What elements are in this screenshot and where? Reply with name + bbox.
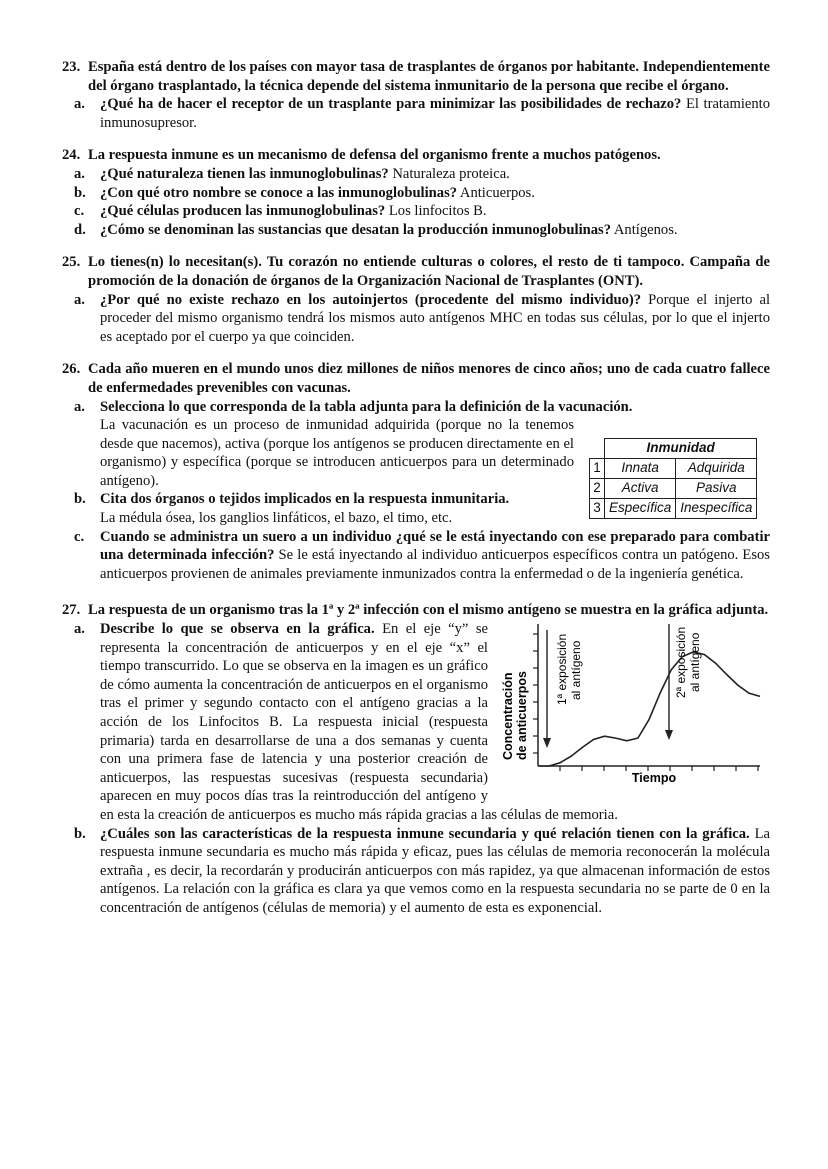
- table-row: [590, 498, 757, 518]
- item-question: Describe lo que se observa en la gráfica.: [100, 621, 375, 638]
- y-axis-label: de anticuerpos: [515, 671, 529, 761]
- question-23: [62, 58, 770, 132]
- item-letter: a.: [74, 96, 85, 113]
- question-27: [62, 601, 770, 917]
- item-answer: Los linfocitos B.: [385, 203, 487, 220]
- sub-item: [62, 825, 770, 918]
- row-number: 3: [590, 498, 605, 518]
- x-axis-label: Tiempo: [631, 771, 677, 786]
- row-number: 1: [590, 458, 605, 478]
- item-question: Cita dos órganos o tejidos implicados en la respuesta inmunitaria.: [100, 491, 510, 508]
- first-exposure-label: al antígeno: [569, 640, 583, 701]
- item-question: ¿Por qué no existe rechazo en los autoinjertos (procedente del mismo individuo)?: [100, 291, 642, 308]
- item-answer: Naturaleza proteica.: [388, 165, 510, 182]
- item-answer: La respuesta inmune secundaria es mucho más rápida y eficaz, pues las células de memoria reconocerán la molécula extraña , es decir, la recordarán y producirán anticuerpos con más rapidez, ya que almacenan información de estos antígenos. La relación con la gráfica es clara ya que vemos como en la respuesta secundaria no se parte de 0 en la concentración de antígenos (células de memoria) y el aumento de esta es exponencial.: [100, 825, 770, 916]
- item-question: Cuando se administra un suero a un individuo ¿qué se le está inyectando con ese preparado para combatir una determinada infección?: [100, 528, 770, 564]
- y-axis-label: Concentración: [501, 672, 515, 761]
- document-page: [62, 58, 770, 928]
- second-exposure-label: al antígeno: [688, 632, 702, 693]
- question-title: La respuesta de un organismo tras la 1ª y 2ª infección con el mismo antígeno se muestra en la gráfica adjunta.: [88, 602, 769, 619]
- item-answer: El tratamiento inmunosupresor.: [100, 96, 770, 131]
- item-question: ¿Qué naturaleza tienen las inmunoglobulinas?: [100, 165, 389, 182]
- question-number: 27.: [62, 602, 81, 619]
- vaccination-block: [62, 398, 770, 528]
- item-answer: Porque el injerto al proceder del mismo organismo tendrá los mismos auto antígenos MHC en todas sus células, por lo que el injerto es aceptado por el cuerpo ya que coinciden.: [100, 291, 770, 345]
- item-answer: En el eje “y” se representa la concentración de anticuerpos y en el eje “x” el tiempo transcurrido. Lo que se observa en la imagen es un gráfico de cómo aumenta la concentración de anticuerpos en el organismo tras el primer y segundo contacto con el antígeno gracias a la acción de los Linfocitos B. La respuesta inicial (respuesta primaria) tarda en desarrollarse de una a dos semanas y cuenta con una primera fase de latencia y una posterior creación de anticuerpos, las respuestas sucesivas (respuesta secundaria) aparecen en muy pocos días tras la reintroducción del antígeno y en esta la creación de anticuerpos es mucho más rápida gracias a las células de memoria.: [100, 621, 618, 823]
- sub-item: [62, 528, 770, 584]
- item-answer: Anticuerpos.: [457, 184, 535, 201]
- question-number: 24.: [62, 147, 81, 164]
- item-question: ¿Cuáles son las características de la respuesta inmune secundaria y qué relación tienen con la gráfica.: [100, 825, 750, 842]
- table-cell: Adquirida: [676, 458, 757, 478]
- table-header: Inmunidad: [605, 438, 757, 458]
- sub-item: [62, 620, 770, 825]
- row-number: 2: [590, 478, 605, 498]
- item-question: ¿Qué ha de hacer el receptor de un trasplante para minimizar las posibilidades de rechazo?: [100, 96, 682, 113]
- item-letter: c.: [74, 203, 85, 220]
- sub-item: [62, 184, 770, 203]
- item-question: ¿Cómo se denominan las sustancias que desatan la producción inmunoglobulinas?: [100, 221, 612, 238]
- table-cell: Innata: [605, 458, 676, 478]
- second-exposure-label: 2ª exposición: [674, 626, 688, 699]
- question-26: [62, 360, 770, 583]
- table-row: [590, 478, 757, 498]
- table-cell: Activa: [605, 478, 676, 498]
- sub-item: [62, 95, 770, 132]
- item-letter: a.: [74, 621, 85, 638]
- table-header-row: [590, 438, 757, 458]
- question-number: 23.: [62, 59, 81, 75]
- first-exposure-arrowhead: [543, 738, 551, 748]
- item-letter: b.: [74, 184, 86, 201]
- item-letter: a.: [74, 165, 85, 182]
- question-title: Cada año mueren en el mundo unos diez millones de niños menores de cinco años; uno de cada cuatro fallece de enfermedades prevenibles con vacunas.: [88, 361, 770, 396]
- table-cell: Pasiva: [676, 478, 757, 498]
- item-question: Selecciona lo que corresponda de la tabla adjunta para la definición de la vacunación.: [100, 398, 633, 415]
- second-exposure-arrowhead: [665, 730, 673, 740]
- question-title: España está dentro de los países con mayor tasa de trasplantes de órganos por habitante. Independientemente del órgano trasplantado, la técnica depende del sistema inmunitario de la persona que recibe el órgano.: [88, 59, 770, 94]
- sub-item: [62, 202, 770, 221]
- item-letter: d.: [74, 221, 86, 238]
- question-25: [62, 253, 770, 346]
- question-number: 25.: [62, 254, 81, 271]
- item-letter: b.: [74, 825, 86, 842]
- item-question: ¿Qué células producen las inmunoglobulinas?: [100, 203, 386, 220]
- antibody-response-chart: [482, 620, 762, 790]
- table-cell: Inespecífica: [676, 498, 757, 518]
- table-row: [590, 458, 757, 478]
- item-answer: Antígenos.: [611, 221, 678, 238]
- item-answer: Se le está inyectando al individuo anticuerpos específicos contra un patógeno. Esos anticuerpos provienen de animales previamente inmunizados contra la enfermedad o de la ingeniería genética.: [100, 547, 770, 582]
- item-question: ¿Con qué otro nombre se conoce a las inmunoglobulinas?: [100, 184, 458, 201]
- item-letter: a.: [74, 398, 85, 415]
- immunity-table: [589, 438, 757, 519]
- item-answer: La vacunación es un proceso de inmunidad adquirida (porque no la tenemos desde que nacemos), activa (porque los antígenos se producen directamente en el organismo) y específica (porque se introducen anticuerpos para un determinado antígeno).: [100, 417, 574, 489]
- question-number: 26.: [62, 361, 81, 378]
- item-letter: c.: [74, 528, 85, 545]
- item-answer: La médula ósea, los ganglios linfáticos, el bazo, el timo, etc.: [100, 510, 453, 527]
- first-exposure-label: 1ª exposición: [555, 633, 569, 706]
- sub-item: [62, 221, 770, 240]
- question-24: [62, 146, 770, 239]
- sub-item: [62, 165, 770, 184]
- sub-item: [62, 291, 770, 347]
- question-title: La respuesta inmune es un mecanismo de defensa del organismo frente a muchos patógenos.: [88, 147, 661, 164]
- item-letter: a.: [74, 291, 85, 308]
- question-title: Lo tienes(n) lo necesitan(s). Tu corazón no entiende culturas o colores, el resto de ti tampoco. Campaña de promoción de la donación de órganos de la Organización Nacional de Trasplantes (ONT).: [88, 254, 770, 289]
- table-cell: Específica: [605, 498, 676, 518]
- item-letter: b.: [74, 491, 86, 508]
